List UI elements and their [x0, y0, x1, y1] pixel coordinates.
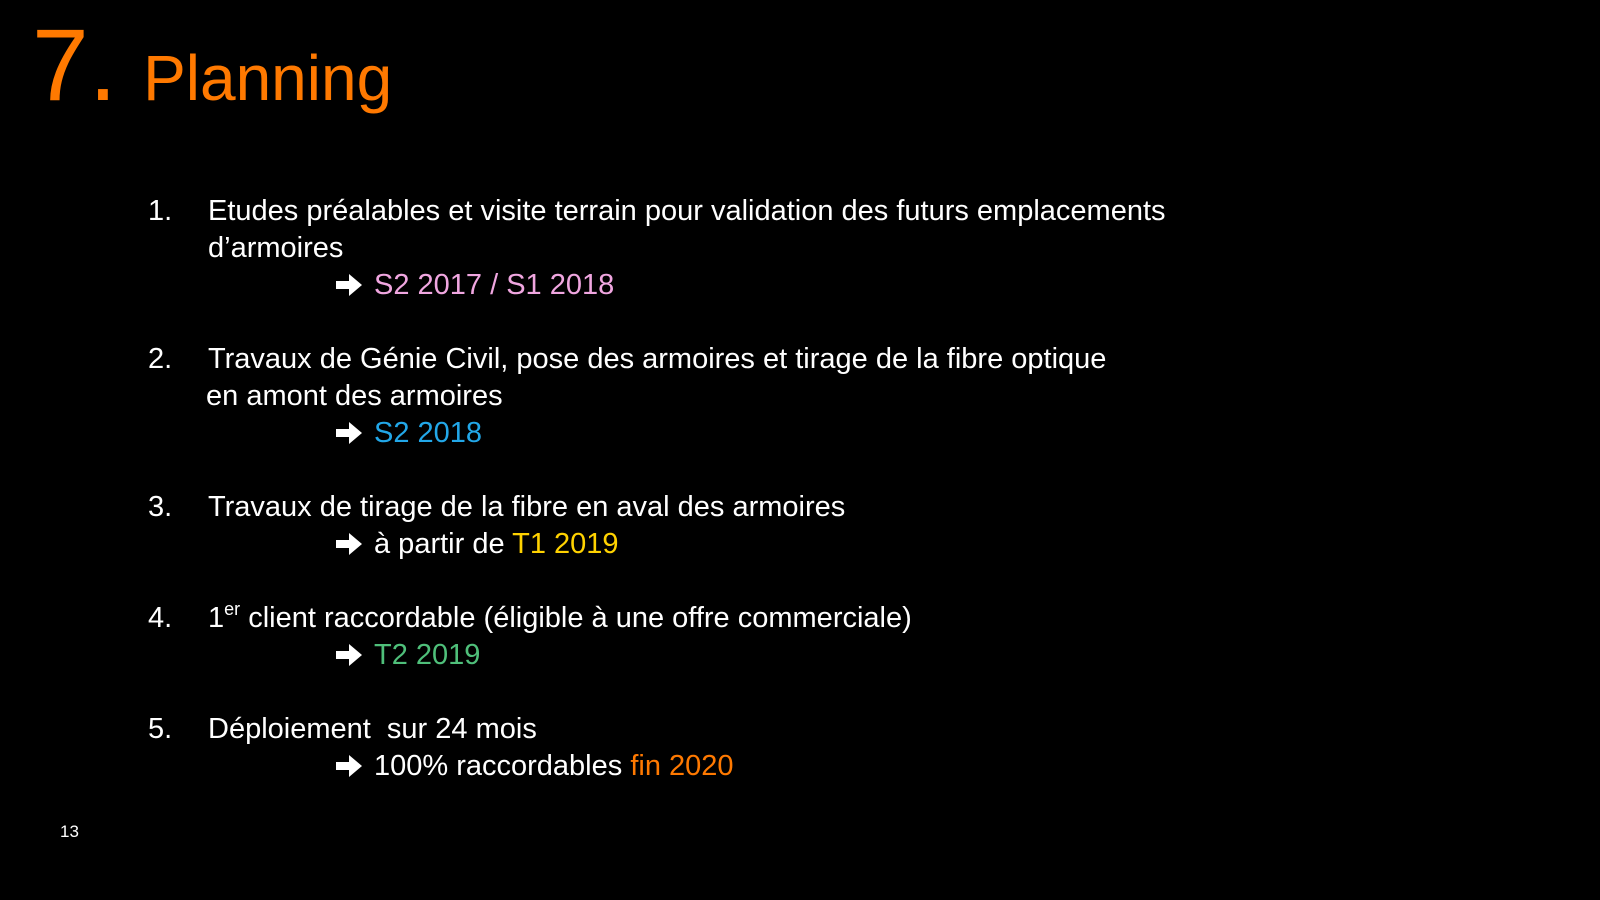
- result-prefix: 100% raccordables: [374, 750, 631, 782]
- item-result: [334, 415, 1448, 452]
- ordinal-suffix: er: [224, 599, 241, 619]
- item-text-line: d’armoires: [208, 232, 344, 264]
- result-highlight: fin 2020: [630, 750, 734, 782]
- item-text-line: Travaux de tirage de la fibre en aval des armoires: [208, 491, 846, 523]
- item-result: [334, 748, 1448, 785]
- planning-list: [148, 193, 1448, 822]
- item-text-line: [208, 600, 1448, 637]
- item-number: 2.: [148, 343, 173, 375]
- right-arrow-icon: [334, 754, 364, 778]
- right-arrow-icon: [334, 643, 364, 667]
- right-arrow-icon: [334, 273, 364, 297]
- item-number: 5.: [148, 713, 173, 745]
- result-highlight: S2 2018: [374, 417, 483, 449]
- section-number: 7.: [32, 8, 118, 122]
- item-text-rest: client raccordable (éligible à une offre commerciale): [240, 602, 912, 634]
- item-result: [334, 267, 1448, 304]
- item-number: 4.: [148, 602, 173, 634]
- list-item-4: [148, 600, 1448, 674]
- result-highlight: T1 2019: [512, 528, 619, 560]
- result-prefix: à partir de: [374, 528, 513, 560]
- list-item-2: [148, 341, 1448, 452]
- right-arrow-icon: [334, 532, 364, 556]
- item-result: [334, 637, 1448, 674]
- item-text-line: Déploiement sur 24 mois: [208, 713, 537, 745]
- slide-title: [32, 8, 393, 122]
- right-arrow-icon: [334, 421, 364, 445]
- item-text-line: Travaux de Génie Civil, pose des armoires et tirage de la fibre optique: [208, 343, 1107, 375]
- item-text-line: en amont des armoires: [206, 380, 503, 412]
- list-item-1: [148, 193, 1448, 304]
- page-number: 13: [60, 822, 79, 841]
- item-text-line: Etudes préalables et visite terrain pour validation des futurs emplacements: [208, 195, 1166, 227]
- list-item-5: [148, 711, 1448, 785]
- title-text: Planning: [143, 42, 393, 114]
- result-highlight: T2 2019: [374, 639, 481, 671]
- item-result: [334, 526, 1448, 563]
- item-number: 1.: [148, 195, 173, 227]
- ordinal-number: 1: [208, 602, 225, 634]
- list-item-3: [148, 489, 1448, 563]
- item-number: 3.: [148, 491, 173, 523]
- result-highlight: S2 2017 / S1 2018: [374, 269, 615, 301]
